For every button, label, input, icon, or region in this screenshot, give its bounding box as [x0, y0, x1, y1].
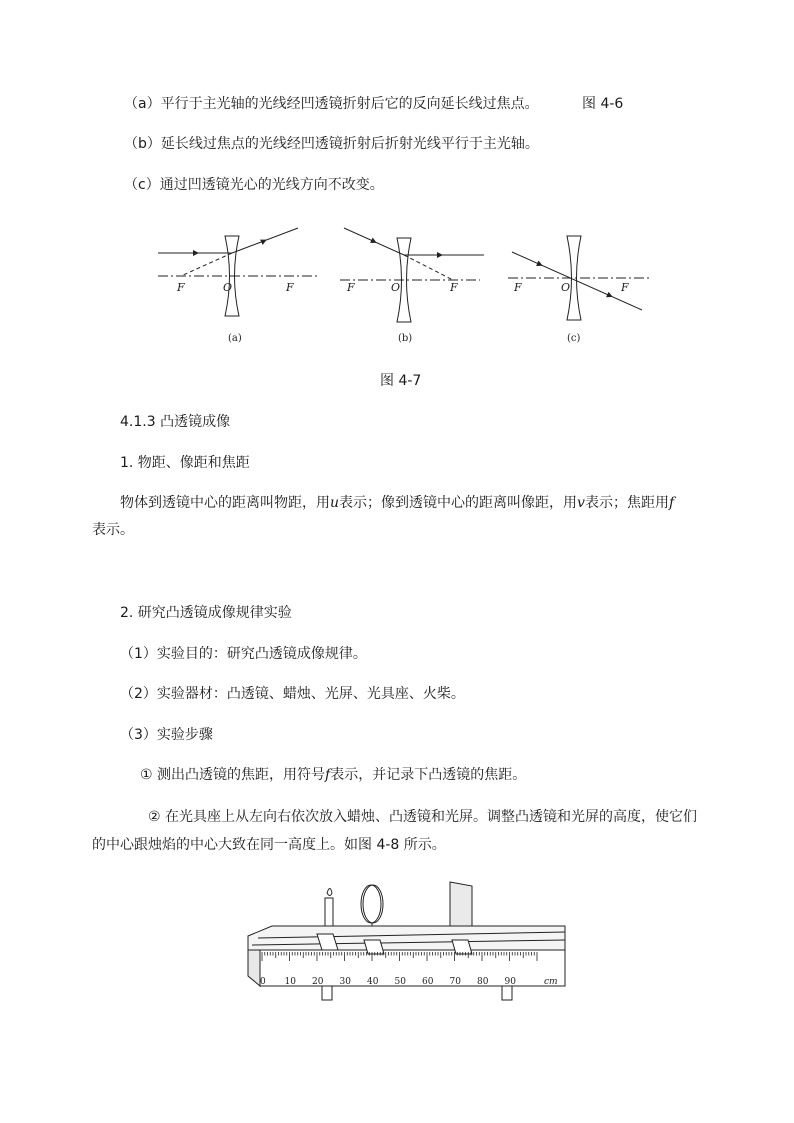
sublabel-b: (b)	[398, 333, 413, 344]
item1-title: 1. 物距、像距和焦距	[120, 455, 250, 471]
figure-4-7-caption: 图 4-7	[380, 373, 422, 389]
scale-label: 30	[339, 977, 351, 987]
extension-line-b	[404, 255, 453, 280]
step-2-line2: 的中心跟烛焰的中心大致在同一高度上。如图 4-8 所示。	[92, 837, 446, 853]
lens-holder	[364, 940, 384, 954]
diagram-a	[158, 228, 320, 316]
bench-foot-left	[322, 986, 332, 1000]
sublabel-c: (c)	[567, 333, 581, 344]
step1-symbol-f: f	[325, 767, 331, 783]
section-title: 4.1.3 凸透镜成像	[120, 414, 231, 430]
step1-part1: ① 测出凸透镜的焦距，用符号	[140, 767, 326, 783]
item1-body-line1	[120, 493, 674, 513]
symbol-u: u	[330, 495, 340, 511]
scale-label: 90	[504, 977, 516, 987]
scale-label: 40	[367, 977, 379, 987]
scale-label: 60	[422, 977, 434, 987]
scale-unit: cm	[544, 977, 558, 987]
rule-a: （a）平行于主光轴的光线经凹透镜折射后它的反向延长线过焦点。	[124, 96, 539, 112]
label-O-a: O	[223, 281, 233, 294]
label-O-b: O	[391, 281, 401, 294]
scale-label: 20	[312, 977, 324, 987]
scale-label: 70	[449, 977, 461, 987]
symbol-f: f	[668, 495, 675, 511]
bench-foot-right	[502, 986, 512, 1000]
item1-body-part1: 物体到透镜中心的距离叫物距，用	[120, 495, 330, 511]
label-F-a-left: F	[177, 281, 185, 294]
step1-part2: 表示，并记录下凸透镜的焦距。	[330, 767, 527, 783]
symbol-v: v	[577, 495, 585, 511]
figure-4-6-label: 图 4-6	[582, 96, 624, 112]
item1-body-line2: 表示。	[92, 522, 134, 538]
experiment-equipment: （2）实验器材：凸透镜、蜡烛、光屏、光具座、火柴。	[120, 686, 465, 702]
scale-label: 80	[477, 977, 489, 987]
scale-label: 50	[394, 977, 406, 987]
label-O-c: O	[561, 281, 571, 294]
step-2-line1: ② 在光具座上从左向右依次放入蜡烛、凸透镜和光屏。调整凸透镜和光屏的高度，使它们	[148, 809, 697, 825]
label-F-c-right: F	[621, 281, 629, 294]
item1-body-part3: 表示；焦距用	[584, 495, 669, 511]
sublabel-a: (a)	[228, 333, 242, 344]
label-F-b-left: F	[347, 281, 355, 294]
diagram-c	[508, 236, 652, 320]
bench-rail-top	[248, 926, 565, 950]
candle-flame	[327, 889, 332, 896]
diagram-b	[340, 228, 484, 322]
rule-b: （b）延长线过焦点的光线经凹透镜折射后折射光线平行于主光轴。	[124, 136, 539, 152]
label-F-b-right: F	[450, 281, 458, 294]
item1-body-part2: 表示；像到透镜中心的距离叫像距，用	[339, 495, 578, 511]
convex-lens	[361, 885, 381, 923]
rule-c: （c）通过凹透镜光心的光线方向不改变。	[124, 177, 384, 193]
screen-holder	[452, 940, 472, 954]
refracted-ray-a	[232, 228, 298, 253]
scale-label: 10	[284, 977, 296, 987]
step-1	[140, 765, 526, 785]
label-F-a-right: F	[286, 281, 294, 294]
scale-label: 0	[260, 977, 266, 987]
item2-title: 2. 研究凸透镜成像规律实验	[120, 605, 292, 621]
light-screen	[450, 882, 472, 930]
experiment-steps-title: （3）实验步骤	[120, 727, 213, 743]
figure-4-8-optical-bench	[0, 870, 794, 1020]
label-F-c-left: F	[514, 281, 522, 294]
extension-line-a	[181, 253, 232, 276]
experiment-purpose: （1）实验目的：研究凸透镜成像规律。	[120, 646, 367, 662]
